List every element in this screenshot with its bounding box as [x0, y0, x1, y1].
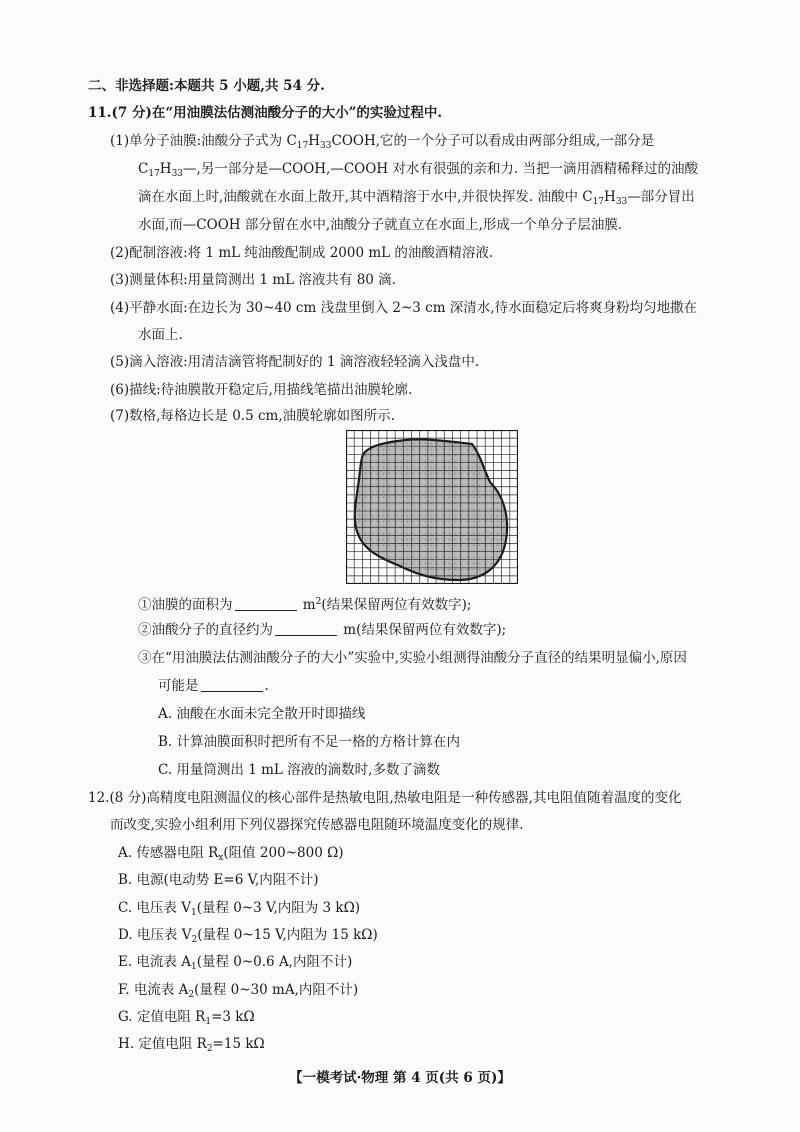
- answer-blank-reason[interactable]: [201, 677, 263, 692]
- page-footer: 【一模考试·物理 第 4 页(共 6 页)】: [289, 1070, 511, 1086]
- q11-s1-line1: (1)单分子油膜:油酸分子式为 $C_{17}H_{33}COOH$,它的一个分子可以看成由两部分组成,一部分是: [110, 133, 655, 151]
- answer-blank-diameter[interactable]: [275, 621, 337, 636]
- answer-blank-area[interactable]: [235, 596, 297, 611]
- section-heading: 二、非选择题:本题共 5 小题,共 54 分.: [88, 78, 325, 94]
- q11-sub3-line2: 可能是 .: [158, 678, 269, 694]
- q11-step7: (7)数格,每格边长是 0.5 cm,油膜轮廓如图所示.: [110, 408, 395, 424]
- q11-step4-line1: (4)平静水面:在边长为 30~40 cm 浅盘里倒入 2~3 cm 深清水,待水面稳定后将爽身粉均匀地撒在: [110, 300, 698, 316]
- q11-sub1: ①油膜的面积为 $m^2$(结果保留两位有效数字);: [138, 597, 472, 613]
- q12-item-g: G. 定值电阻 $R_1=3$ kΩ: [118, 1009, 255, 1027]
- q11-option-a: A. 油酸在水面未完全散开时即描线: [158, 706, 366, 722]
- q12-item-c: C. 电压表 $V_1$(量程 0~3 V,内阻为 3 kΩ): [118, 900, 361, 918]
- oil-film-shape: [355, 439, 507, 580]
- q11-step4-line2: 水面上.: [138, 327, 183, 343]
- q12-item-a: A. 传感器电阻 $R_x$(阻值 200~800 Ω): [118, 845, 344, 863]
- q11-s1-line4: 水面,而—COOH 部分留在水中,油酸分子就直立在水面上,形成一个单分子层油膜.: [138, 217, 623, 233]
- q12-item-h: H. 定值电阻 $R_2=15$ kΩ: [118, 1036, 265, 1054]
- q12-line1: 12.(8 分)高精度电阻测温仪的核心部件是热敏电阻,热敏电阻是一种传感器,其电阻值随着温度的变化: [88, 790, 682, 806]
- q11-title: 11.(7 分)在“用油膜法估测油酸分子的大小”的实验过程中.: [88, 105, 443, 121]
- q12-line2: 而改变,实验小组利用下列仪器探究传感器电阻随环境温度变化的规律.: [110, 817, 524, 833]
- q12-item-f: F. 电流表 $A_2$(量程 0~30 mA,内阻不计): [118, 982, 359, 1000]
- q11-s1-line3: 滴在水面上时,油酸就在水面上散开,其中酒精溶于水中,并很快挥发. 油酸中 $C_{17}H_{33}—$部分冒出: [138, 189, 695, 207]
- oil-film-figure: [346, 430, 518, 584]
- q11-step6: (6)描线:待油膜散开稳定后,用描线笔描出油膜轮廓.: [110, 382, 413, 398]
- q11-sub3-line1: ③在“用油膜法估测油酸分子的大小”实验中,实验小组测得油酸分子直径的结果明显偏小,原因: [138, 650, 687, 666]
- q12-item-e: E. 电流表 $A_1$(量程 0~0.6 A,内阻不计): [118, 954, 353, 972]
- q11-option-c: C. 用量筒测出 1 mL 溶液的滴数时,多数了滴数: [158, 762, 440, 778]
- q11-step3: (3)测量体积:用量筒测出 1 mL 溶液共有 80 滴.: [110, 272, 396, 288]
- q11-sub2: ②油酸分子的直径约为 m(结果保留两位有效数字);: [138, 622, 507, 638]
- q11-step2: (2)配制溶液:将 1 mL 纯油酸配制成 2000 mL 的油酸酒精溶液.: [110, 245, 494, 261]
- q11-step5: (5)滴入溶液:用清洁滴管将配制好的 1 滴溶液轻轻滴入浅盘中.: [110, 354, 480, 370]
- oil-film-grid-svg: [346, 430, 518, 584]
- q12-item-b: B. 电源(电动势 E=6 V,内阻不计): [118, 872, 319, 888]
- q11-s1-line2: $C_{17}H_{33}—$,另一部分是—COOH,—COOH 对水有很强的亲和力. 当把一滴用酒精稀释过的油酸: [138, 161, 698, 179]
- q12-item-d: D. 电压表 $V_2$(量程 0~15 V,内阻为 15 kΩ): [118, 927, 378, 945]
- q11-option-b: B. 计算油膜面积时把所有不足一格的方格计算在内: [158, 734, 461, 750]
